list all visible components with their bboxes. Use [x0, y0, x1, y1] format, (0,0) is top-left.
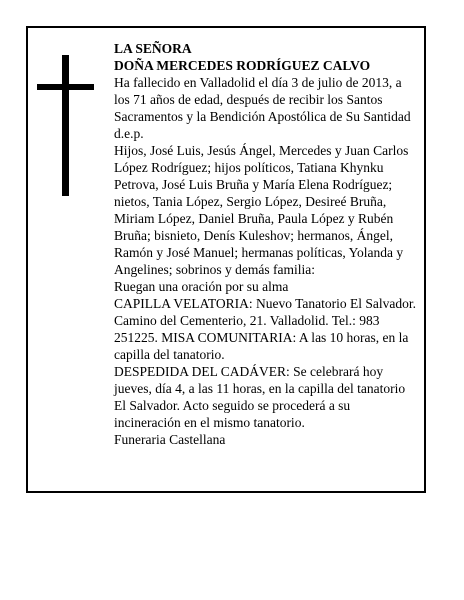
cross-horizontal-bar [37, 84, 94, 90]
chapel-info: CAPILLA VELATORIA: Nuevo Tanatorio El Salvador. Camino del Cementerio, 21. Valladolid. Tel.: 983 251225. MISA COMUNITARIA: A las 10 horas, en la capilla del tanatorio. [114, 296, 417, 362]
farewell-info: DESPEDIDA DEL CADÁVER: Se celebrará hoy jueves, día 4, a las 11 horas, en la capilla del tanatorio El Salvador. Acto seguido se procederá a su incineración en el mismo tanatorio. [114, 364, 406, 430]
deceased-name: DOÑA MERCEDES RODRÍGUEZ CALVO [114, 58, 371, 73]
obituary-title: LA SEÑORA [114, 41, 192, 56]
obituary-text [114, 40, 420, 448]
death-announcement: Ha fallecido en Valladolid el día 3 de julio de 2013, a los 71 años de edad, después de recibir los Santos Sacramentos y la Bendición Apostólica de Su Santidad d.e.p. [114, 75, 411, 141]
funeral-home: Funeraria Castellana [114, 432, 226, 447]
prayer-request: Ruegan una oración por su alma [114, 279, 289, 294]
cross-vertical-bar [62, 55, 69, 196]
family-list: Hijos, José Luis, Jesús Ángel, Mercedes y Juan Carlos López Rodríguez; hijos políticos, Tatiana Khynku Petrova, José Luis Bruña y María Elena Rodríguez; nietos, Tania López, Sergio López, Desireé Bruña, Miriam López, Daniel Bruña, Paula López y Rubén Bruña; bisnieto, Denís Kuleshov; hermanos, Ángel, Ramón y José Manuel; hermanas políticas, Yolanda y Angelines; sobrinos y demás familia: [114, 143, 409, 277]
